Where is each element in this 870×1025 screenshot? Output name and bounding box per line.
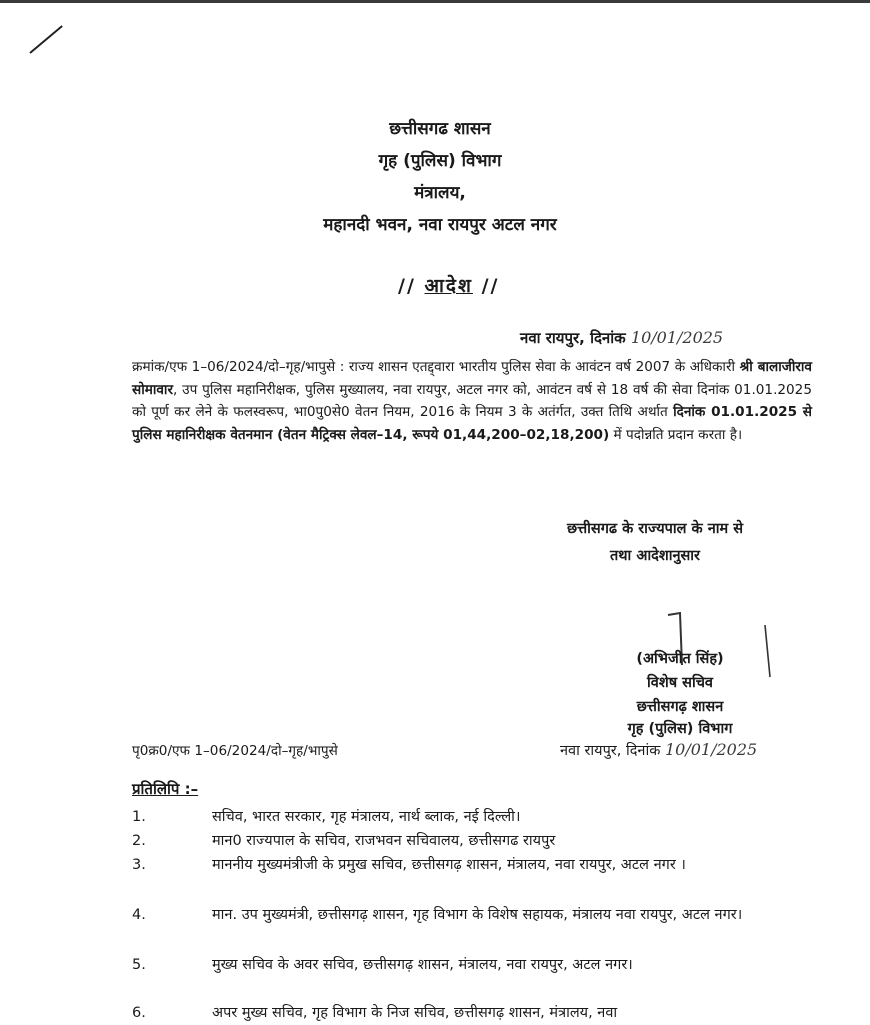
copy-item-number: 5. (132, 957, 146, 973)
body-text-b: , उप पुलिस महानिरीक्षक, पुलिस मुख्यालय, नवा रायपुर, अटल नगर को, आवंटन वर्ष से 18 वर्ष की सेवा दिनांक 01.01.2025 को पूर्ण कर लेने के फलस्वरूप, भा0पु0से0 वेतन नियम, 2016 के नियम 3 के अतंर्गत, उक्त तिथि अर्थात (132, 381, 812, 420)
body-text-c: में पदोन्नति प्रदान करता है। (609, 426, 743, 443)
copy-item-text: मान. उप मुख्यमंत्री, छत्तीसगढ़ शासन, गृह विभाग के विशेष सहायक, मंत्रालय नवा रायपुर, अटल नगर। (212, 907, 743, 923)
authority-line-2: तथा आदेशानुसार (609, 548, 700, 564)
endorsement-reference: पृ0क्र0/एफ 1–06/2024/दो–गृह/भापुसे (132, 743, 338, 759)
signatory-department: गृह (पुलिस) विभाग (627, 721, 733, 737)
header-department: गृह (पुलिस) विभाग (378, 151, 502, 171)
header-address: महानदी भवन, नवा रायपुर अटल नगर (323, 215, 557, 235)
header-government: छत्तीसगढ शासन (389, 119, 491, 139)
order-title (398, 272, 499, 298)
authority-line-1: छत्तीसगढ के राज्यपाल के नाम से (566, 521, 744, 537)
order-title-left: // (398, 275, 416, 297)
order-title-right: // (481, 275, 500, 297)
header-ministry: मंत्रालय, (414, 183, 466, 203)
place-date-label: नवा रायपुर, दिनांक (520, 329, 626, 347)
handwritten-date: 10/01/2025 (630, 328, 724, 347)
endorsement-place-label: नवा रायपुर, दिनांक (560, 743, 661, 759)
copy-item-text: सचिव, भारत सरकार, गृह मंत्रालय, नार्थ ब्लाक, नई दिल्ली। (212, 809, 521, 825)
copy-item-number: 1. (132, 809, 146, 825)
pen-mark (29, 25, 62, 54)
page-top-border (0, 0, 870, 3)
copy-item-number: 4. (132, 907, 146, 923)
copy-item-text: मुख्य सचिव के अवर सचिव, छत्तीसगढ़ शासन, मंत्रालय, नवा रायपुर, अटल नगर। (212, 957, 633, 973)
signature-mark (660, 605, 790, 680)
promotion-details: दिनांक 01.01.2025 से पुलिस महानिरीक्षक वेतनमान (वेतन मैट्रिक्स लेवल–14, रूपये 01,44,200–02,18,200) (132, 404, 812, 443)
copy-item-text: अपर मुख्य सचिव, गृह विभाग के निज सचिव, छत्तीसगढ़ शासन, मंत्रालय, नवा (212, 1005, 618, 1021)
signatory-organisation: छत्तीसगढ़ शासन (636, 699, 724, 715)
copies-title: प्रतिलिपि :– (132, 780, 199, 798)
copy-item-number: 2. (132, 833, 146, 849)
officer-name: श्री बालाजीराव सोमावार (132, 359, 812, 398)
copy-item-number: 3. (132, 857, 146, 873)
copy-item-number: 6. (132, 1005, 146, 1021)
signatory-designation: विशेष सचिव (647, 675, 713, 691)
endorsement-place-date (560, 740, 757, 760)
endorsement-handwritten-date: 10/01/2025 (664, 740, 758, 759)
place-date (520, 328, 723, 348)
reference-number: क्रमांक/एफ 1–06/2024/दो–गृह/भापुसे : (132, 359, 345, 375)
order-body (132, 356, 812, 446)
copy-item-text: माननीय मुख्यमंत्रीजी के प्रमुख सचिव, छत्तीसगढ़ शासन, मंत्रालय, नवा रायपुर, अटल नगर । (212, 857, 686, 873)
signatory-name: (अभिजीत सिंह) (636, 651, 724, 667)
copy-item-text: मान0 राज्यपाल के सचिव, राजभवन सचिवालय, छत्तीसगढ रायपुर (212, 833, 556, 849)
body-text-a: राज्य शासन एतद्द्वारा भारतीय पुलिस सेवा के आवंटन वर्ष 2007 के अधिकारी (344, 359, 740, 375)
order-title-word: आदेश (424, 275, 473, 297)
